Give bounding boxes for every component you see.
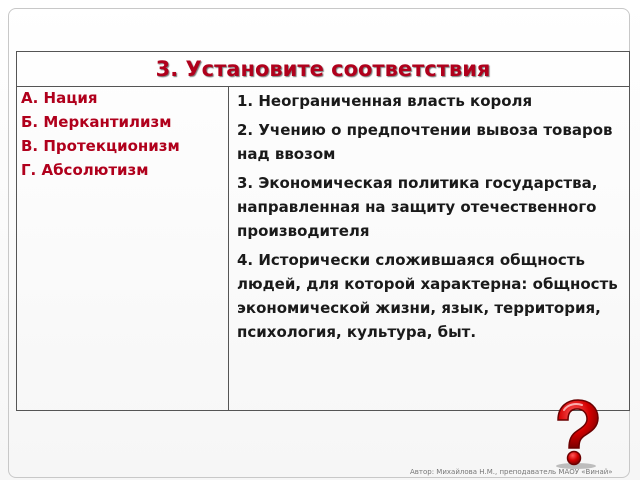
- terms-column: [17, 87, 227, 410]
- term-a: А. Нация: [21, 89, 98, 107]
- definition-4: 4. Исторически сложившаяся общность людей, для которой характерна: общность экономической жизни, язык, территория, психология, культура, быт.: [237, 251, 618, 341]
- author-note: Автор: Михайлова Н.М., преподаватель МАОУ «Винай»: [410, 468, 613, 476]
- definition-2: 2. Учению о предпочтении вывоза товаров над ввозом: [237, 121, 613, 163]
- task-title: 3. Установите соответствия: [17, 52, 629, 87]
- term-d: Г. Абсолютизм: [21, 161, 149, 179]
- matching-table: [16, 51, 630, 411]
- definition-3: 3. Экономическая политика государства, направленная на защиту отечественного производителя: [237, 174, 598, 240]
- definition-1: 1. Неограниченная власть короля: [237, 92, 533, 110]
- definitions-column: [229, 87, 629, 410]
- question-mark-icon: [540, 396, 612, 470]
- term-c: В. Протекционизм: [21, 137, 180, 155]
- term-b: Б. Меркантилизм: [21, 113, 172, 131]
